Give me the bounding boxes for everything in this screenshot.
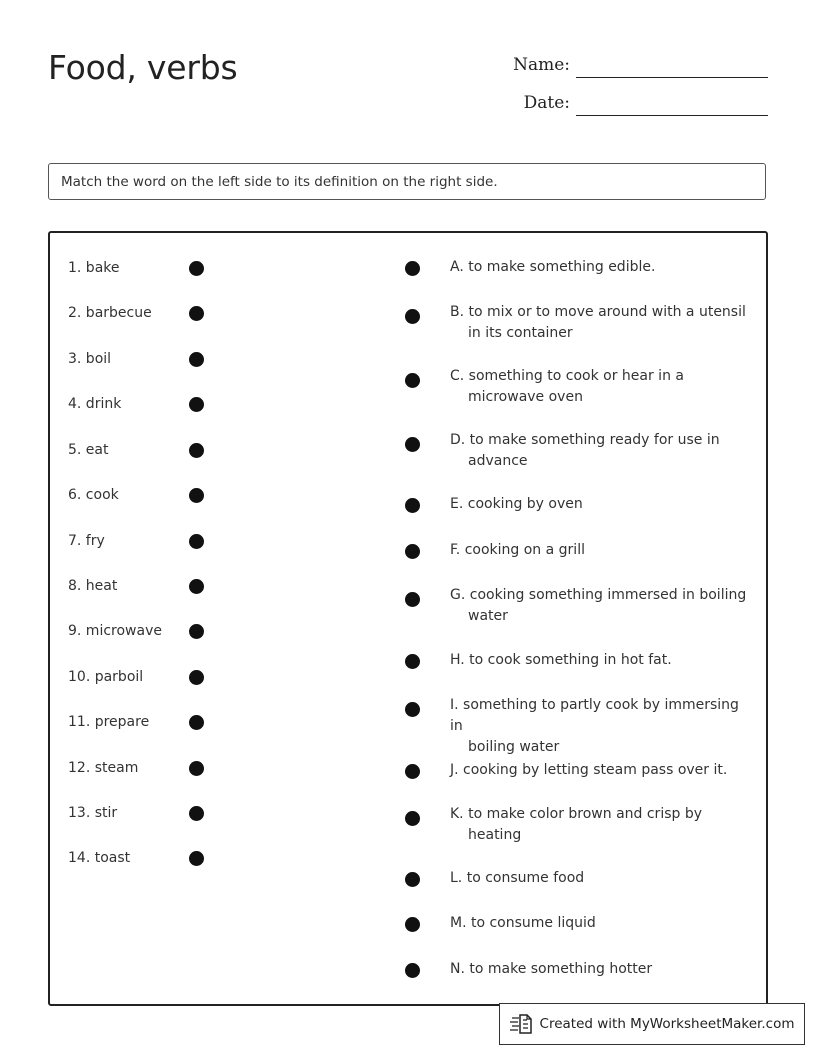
- date-field: [500, 86, 768, 116]
- word-item: 13. stir: [68, 805, 118, 821]
- word-item: 1. bake: [68, 260, 120, 276]
- definition-item: [450, 695, 755, 758]
- word-match-dot[interactable]: [189, 443, 204, 458]
- definition-text-continued: microwave oven: [468, 389, 583, 405]
- definition-text: A. to make something edible.: [450, 259, 656, 275]
- definition-match-dot[interactable]: [405, 764, 420, 779]
- word-item: 7. fry: [68, 533, 105, 549]
- word-match-dot[interactable]: [189, 670, 204, 685]
- word-match-dot[interactable]: [189, 806, 204, 821]
- word-item: 4. drink: [68, 396, 122, 412]
- name-label: Name:: [513, 55, 570, 75]
- word-match-dot[interactable]: [189, 306, 204, 321]
- definition-match-dot[interactable]: [405, 373, 420, 388]
- definition-text-continued: water: [468, 608, 508, 624]
- word-item: 2. barbecue: [68, 305, 152, 321]
- definition-match-dot[interactable]: [405, 544, 420, 559]
- matching-area: [48, 231, 768, 1006]
- definition-text: D. to make something ready for use in: [450, 432, 720, 448]
- definition-text: M. to consume liquid: [450, 915, 596, 931]
- word-item: 9. microwave: [68, 623, 162, 639]
- definition-text: F. cooking on a grill: [450, 542, 585, 558]
- definition-item: [450, 868, 755, 889]
- definition-match-dot[interactable]: [405, 261, 420, 276]
- word-item: 3. boil: [68, 351, 112, 367]
- worksheet-title: Food, verbs: [48, 48, 238, 87]
- name-underline[interactable]: [576, 77, 768, 78]
- definition-text: L. to consume food: [450, 870, 585, 886]
- word-match-dot[interactable]: [189, 488, 204, 503]
- definition-match-dot[interactable]: [405, 654, 420, 669]
- definition-text: H. to cook something in hot fat.: [450, 652, 672, 668]
- footer-credit: [499, 1003, 805, 1045]
- definition-text: I. something to partly cook by immersing in: [450, 697, 739, 734]
- definition-match-dot[interactable]: [405, 437, 420, 452]
- word-match-dot[interactable]: [189, 715, 204, 730]
- definition-text: B. to mix or to move around with a utensil: [450, 304, 746, 320]
- definition-item: [450, 302, 755, 344]
- name-field: [500, 48, 768, 78]
- definition-text-continued: in its container: [468, 325, 573, 341]
- definition-text-continued: heating: [468, 827, 522, 843]
- definition-text: C. something to cook or hear in a: [450, 368, 684, 384]
- definition-text: J. cooking by letting steam pass over it.: [450, 762, 728, 778]
- word-match-dot[interactable]: [189, 624, 204, 639]
- date-label: Date:: [523, 93, 570, 113]
- definition-match-dot[interactable]: [405, 872, 420, 887]
- definition-text-continued: advance: [468, 453, 528, 469]
- definition-item: [450, 650, 755, 671]
- word-match-dot[interactable]: [189, 397, 204, 412]
- footer-text: Created with MyWorksheetMaker.com: [539, 1016, 795, 1032]
- instructions-box: Match the word on the left side to its definition on the right side.: [48, 163, 766, 200]
- word-match-dot[interactable]: [189, 534, 204, 549]
- word-match-dot[interactable]: [189, 761, 204, 776]
- word-item: 11. prepare: [68, 714, 150, 730]
- word-item: 5. eat: [68, 442, 109, 458]
- definition-item: [450, 540, 755, 561]
- definition-item: [450, 913, 755, 934]
- word-item: 12. steam: [68, 760, 139, 776]
- definition-item: [450, 585, 755, 627]
- definition-match-dot[interactable]: [405, 498, 420, 513]
- word-match-dot[interactable]: [189, 851, 204, 866]
- definition-match-dot[interactable]: [405, 309, 420, 324]
- definition-match-dot[interactable]: [405, 811, 420, 826]
- definition-text: K. to make color brown and crisp by: [450, 806, 703, 822]
- definition-text: G. cooking something immersed in boiling: [450, 587, 747, 603]
- definition-item: [450, 430, 755, 472]
- word-match-dot[interactable]: [189, 579, 204, 594]
- definition-item: [450, 366, 755, 408]
- word-item: 10. parboil: [68, 669, 144, 685]
- definition-text-continued: boiling water: [468, 739, 560, 755]
- definition-item: [450, 804, 755, 846]
- definition-text: N. to make something hotter: [450, 961, 653, 977]
- definition-text: E. cooking by oven: [450, 496, 583, 512]
- definition-item: [450, 959, 755, 980]
- definition-match-dot[interactable]: [405, 917, 420, 932]
- definition-item: [450, 760, 755, 781]
- word-item: 14. toast: [68, 850, 131, 866]
- definition-item: [450, 257, 755, 278]
- definition-match-dot[interactable]: [405, 592, 420, 607]
- worksheet-maker-logo-icon: [510, 1013, 534, 1035]
- date-underline[interactable]: [576, 115, 768, 116]
- word-item: 8. heat: [68, 578, 118, 594]
- definition-match-dot[interactable]: [405, 702, 420, 717]
- word-item: 6. cook: [68, 487, 119, 503]
- word-match-dot[interactable]: [189, 352, 204, 367]
- word-match-dot[interactable]: [189, 261, 204, 276]
- definition-match-dot[interactable]: [405, 963, 420, 978]
- definition-item: [450, 494, 755, 515]
